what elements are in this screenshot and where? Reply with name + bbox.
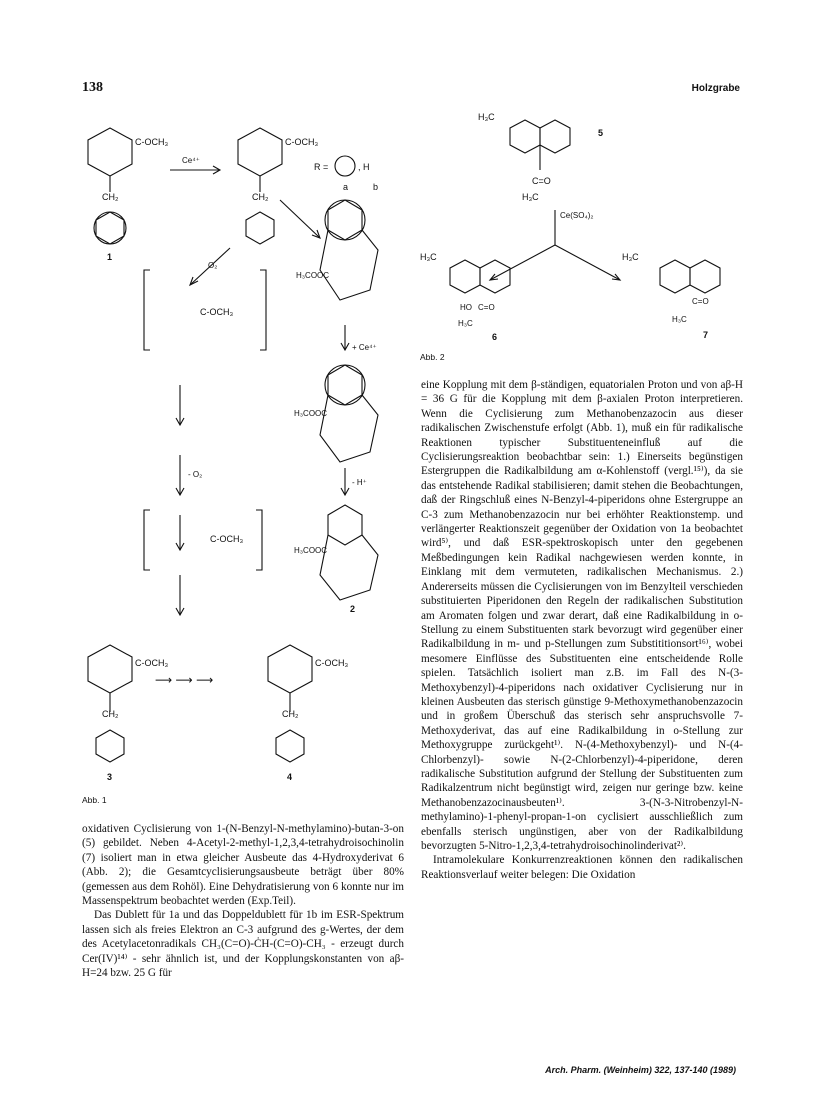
left-column <box>82 822 404 980</box>
h3c-label: H₃C <box>672 315 687 324</box>
r-definition: R = <box>314 162 329 172</box>
compound-1-label: 1 <box>107 252 113 262</box>
carbonyl-label: C=O <box>478 303 495 312</box>
label-a: a <box>343 182 349 192</box>
page-number: 138 <box>82 80 103 95</box>
compound-7-label: 7 <box>703 330 709 340</box>
ch2-label: CH₂ <box>252 192 269 202</box>
compound-3-label: 3 <box>107 772 113 782</box>
ce4-label: Ce⁴⁺ <box>182 156 200 165</box>
label-b: b <box>373 182 379 192</box>
carbonyl-label: C=O <box>532 176 551 186</box>
ester-label: C-OCH₃ <box>285 137 319 147</box>
h3cooc-label: H₃COOC <box>296 271 330 280</box>
ester-label: C-OCH₃ <box>200 307 234 317</box>
reagent-label: Ce(SO₄)₂ <box>560 211 594 220</box>
h3c-label: H₃C <box>622 252 639 262</box>
ester-label: C-OCH₃ <box>315 658 349 668</box>
figure-2-caption: Abb. 2 <box>420 352 445 362</box>
reaction-scheme-1 <box>60 100 410 820</box>
minus-o2-label: - O₂ <box>188 470 203 479</box>
reaction-scheme-2 <box>420 100 760 360</box>
reaction-arrows: ⟶ ⟶ ⟶ <box>155 673 214 687</box>
journal-footer: Arch. Pharm. (Weinheim) 322, 137-140 (1989) <box>545 1065 736 1075</box>
ch2-label: CH₂ <box>102 709 119 719</box>
h3c-label: H₃C <box>458 319 473 328</box>
plus-ce4-label: + Ce⁴⁺ <box>352 343 377 352</box>
h3c-label: H₃C <box>522 192 539 202</box>
compound-5-label: 5 <box>598 128 604 138</box>
minus-h-label: - H⁺ <box>352 478 367 487</box>
compound-4-label: 4 <box>287 772 293 782</box>
ch2-label: CH₂ <box>282 709 299 719</box>
running-title: Holzgrabe <box>691 83 740 94</box>
paragraph: oxidativen Cyclisierung von 1-(N-Benzyl-N-methylamino)-butan-3-on (5) gebildet. Neben 4-Acetyl-2-methyl-1,2,3,4-tetrahydroisochinolin (7) isoliert man in etwa gleicher Ausbeute das 4-Hydroxyderivat 6 (Abb. 2); die Gesamtcyclisierungsausbeute beträgt über 80% (gemessen aus dem Rohöl). Eine Dehydratisierung von 6 konnte nur im Massenspektrum beobachtet werden (Exp.Teil). <box>82 823 404 908</box>
figure-1-caption: Abb. 1 <box>82 795 107 805</box>
paragraph: Das Dublett für 1a und das Doppeldublett für 1b im ESR-Spektrum lassen sich als freies Elektron an C-3 aufgrund des g-Wertes, der dem des Acetylacetonradikals CH₃(C=O)-ĊH-(C=O)-CH₃ - erzeugt durch Cer(IV)¹⁴⁾ - sehr ähnlich ist, und der Kopplungskonstanten von aβ-H=24 bzw. 25 G für <box>82 909 404 980</box>
ester-label: C-OCH₃ <box>135 137 169 147</box>
compound-2-label: 2 <box>350 604 356 614</box>
paragraph: Intramolekulare Konkurrenzreaktionen können den radikalischen Reaktionsverlauf weiter belegen: Die Oxidation <box>421 854 743 881</box>
ester-label: C-OCH₃ <box>135 658 169 668</box>
o2-label: O₂ <box>208 261 218 270</box>
right-column <box>421 378 743 882</box>
carbonyl-label: C=O <box>692 297 709 306</box>
compound-6-label: 6 <box>492 332 498 342</box>
paragraph: eine Kopplung mit dem β-ständigen, equatorialen Proton und von aβ-H = 36 G für die Kopplung mit dem β-axialen Proton interpretieren. Wenn die Cyclisierung zum Methanobenzazocin aus dieser radikalischen Zwischenstufe erfolgt (Abb. 1), muß ein für radikalische Reaktionen typischer Substituenteneinfluß auf die Cyclisierungsreaktion beobachtbar sein: 1.) Einerseits begünstigen Estergruppen die Radikalbildung am α-Kohlenstoff (vergl.¹⁵⁾), da sie das entstehende Radikal stabilisieren; damit stehen die Beobachtungen, daß der Ringschluß eines N-Benzyl-4-piperidons ohne Estergruppe an C-3 zum Methanobenzazocin nur bei erhöhter Reaktionstemp. und verlängerter Reaktionszeit gegenüber der Oxidation von 1a beobachtet wird⁵⁾, und daß ESR-spektroskopisch unter den gegebenen Meßbedingungen kein Radikal nachgewiesen werden konnte, in Einklang mit dem vermuteten, radikalischen Mechanismus. 2.) Andererseits müssen die Cyclisierungen von im Benzylteil verschieden substituierten Piperidonen den Regeln der radikalischen Substitution am Aromaten folgen und zwar derart, daß eine Radikalbildung in o-Stellung zu einem Substituenten stark bevorzugt wird gegenüber einer Radikalbildung in m- und p-Stellungen zum Substititionsort¹⁶⁾, wobei mesomere Einflüsse des Substituenten eine entscheidende Rolle spielen. Tatsächlich isoliert man z.B. im Fall des N-(3-Methoxybenzyl)-4-piperidons nach oxidativer Cyclisierung nur in kleinen Ausbeuten das sterisch günstige 9-Methoxymethanobenzazocin und in großem Überschuß das sterisch sehr anspruchsvolle 7-Methoxyderivat, das auf eine Radikalbildung in o-Stellung zur Methoxygruppe zurückgeht¹⁾. N-(4-Methoxybenzyl)- und N-(4-Chlorbenzyl)- sowie N-(2-Chlorbenzyl)-4-piperidone, deren radikalische Substitution aufgrund der Stellung der Substituenten zum Radikalzentrum nicht begünstigt wird, zeigen nur geringe bzw. keine Methanobenzazocinausbeuten¹⁾. 3-(N-3-Nitrobenzyl-N-methylamino)-1-phenyl-propan-1-on cyclisiert ausschließlich zum ebenfalls sterisch ungünstigen, aber von der Radikalbildung bevorzugten 5-Nitro-1,2,3,4-tetrahydroisochinolinderivat²⁾. <box>421 379 743 852</box>
h3cooc-label: H₃COOC <box>294 409 328 418</box>
h3c-label: H₃C <box>478 112 495 122</box>
r-or-h: , H <box>358 162 370 172</box>
ch2-label: CH₂ <box>102 192 119 202</box>
h3cooc-label: H₃COOC <box>294 546 328 555</box>
ester-label: C-OCH₃ <box>210 534 244 544</box>
h3c-label: H₃C <box>420 252 437 262</box>
ho-label: HO <box>460 303 472 312</box>
